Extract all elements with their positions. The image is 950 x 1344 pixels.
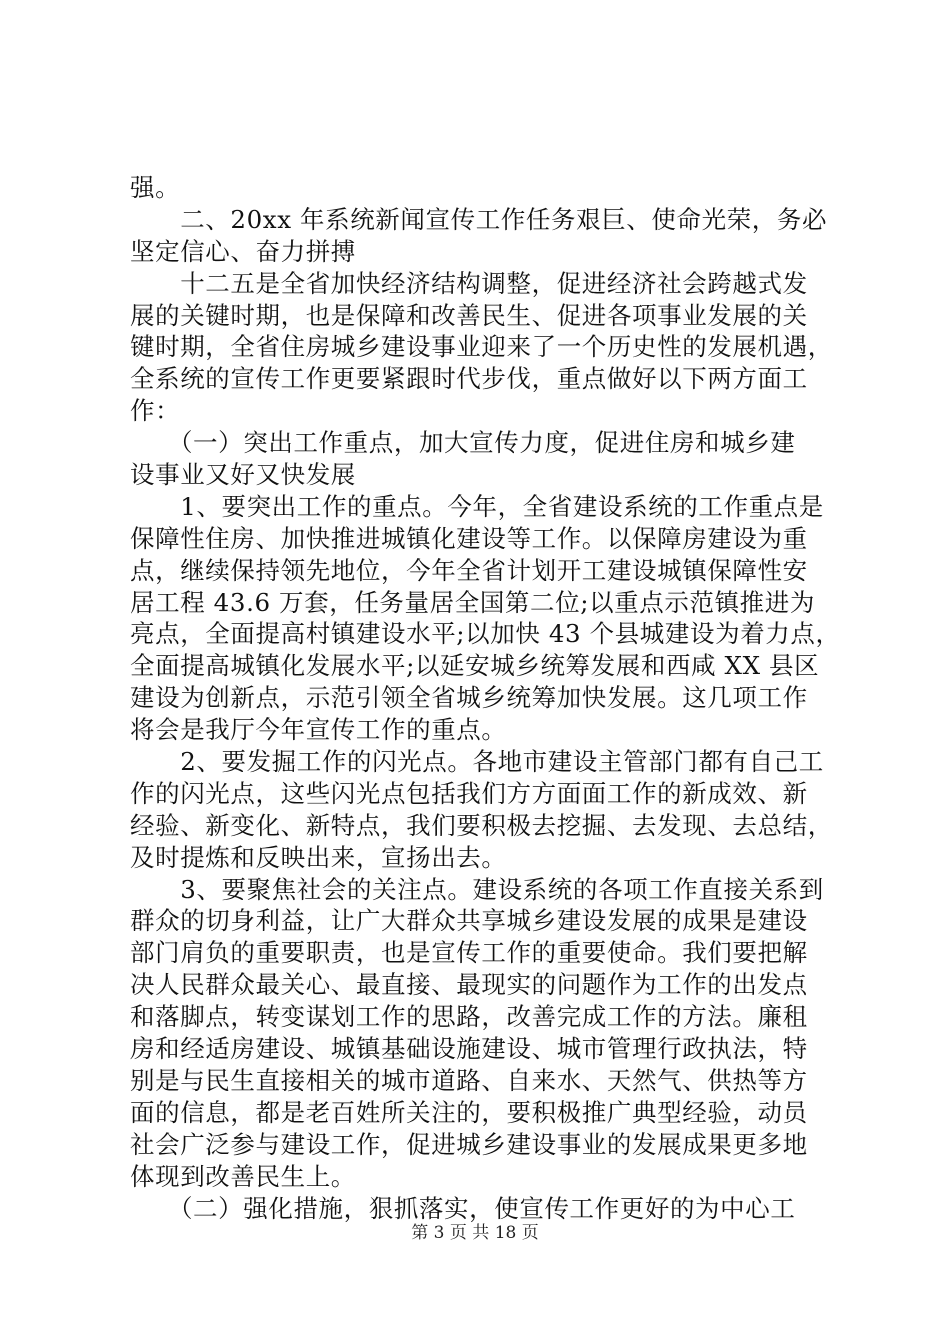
subsection-heading-1: （一）突出工作重点，加大宣传力度，促进住房和城乡建 — [130, 428, 796, 458]
page-footer: 第 3 页 共 18 页 — [411, 1223, 539, 1243]
subsection-heading-1-cont: 设事业又好又快发展 — [130, 460, 356, 490]
text-line: 保障性住房、加快推进城镇化建设等工作。以保障房建设为重 — [130, 523, 808, 553]
section-heading-2: 二、20xx 年系统新闻宣传工作任务艰巨、使命光荣，务必 — [130, 204, 828, 234]
text-line: 建设为创新点，示范引领全省城乡统筹加快发展。这几项工作 — [130, 683, 808, 713]
text-line: 经验、新变化、新特点，我们要积极去挖掘、去发现、去总结， — [130, 810, 833, 840]
text-line: 1、要突出工作的重点。今年，全省建设系统的工作重点是 — [130, 491, 824, 521]
text-line: 及时提炼和反映出来，宣扬出去。 — [130, 842, 507, 872]
text-line: 部门肩负的重要职责，也是宣传工作的重要使命。我们要把解 — [130, 938, 808, 968]
text-line: 决人民群众最关心、最直接、最现实的问题作为工作的出发点 — [130, 970, 808, 1000]
text-line: 亮点，全面提高村镇建设水平;以加快 43 个县城建设为着力点， — [130, 619, 841, 649]
text-line: 面的信息，都是老百姓所关注的，要积极推广典型经验，动员 — [130, 1097, 808, 1127]
text-line: 强。 — [130, 173, 181, 202]
text-line: 房和经适房建设、城镇基础设施建设、城市管理行政执法，特 — [130, 1034, 808, 1064]
text-line: 点，继续保持领先地位，今年全省计划开工建设城镇保障性安 — [130, 555, 808, 585]
text-line: 3、要聚焦社会的关注点。建设系统的各项工作直接关系到 — [130, 874, 824, 904]
text-line: 展的关键时期，也是保障和改善民生、促进各项事业发展的关 — [130, 300, 808, 330]
text-line: 别是与民生直接相关的城市道路、自来水、天然气、供热等方 — [130, 1065, 808, 1095]
section-heading-2-cont: 坚定信心、奋力拼搏 — [130, 236, 356, 266]
text-line: 全面提高城镇化发展水平;以延安城乡统筹发展和西咸 XX 县区 — [130, 651, 820, 681]
text-line: 居工程 43.6 万套，任务量居全国第二位;以重点示范镇推进为 — [130, 587, 815, 617]
text-line: 将会是我厅今年宣传工作的重点。 — [130, 715, 507, 745]
subsection-heading-2: （二）强化措施，狠抓落实，使宣传工作更好的为中心工 — [130, 1193, 796, 1223]
text-line: 社会广泛参与建设工作，促进城乡建设事业的发展成果更多地 — [130, 1129, 808, 1159]
text-line: 作： — [130, 396, 181, 426]
text-line: 群众的切身利益，让广大群众共享城乡建设发展的成果是建设 — [130, 906, 808, 936]
text-line: 全系统的宣传工作更要紧跟时代步伐，重点做好以下两方面工 — [130, 364, 808, 394]
text-line: 2、要发掘工作的闪光点。各地市建设主管部门都有自己工 — [130, 747, 824, 777]
body-text — [130, 172, 841, 1224]
text-line: 和落脚点，转变谋划工作的思路，改善完成工作的方法。廉租 — [130, 1002, 808, 1032]
text-line: 体现到改善民生上。 — [130, 1161, 356, 1191]
text-line: 作的闪光点，这些闪光点包括我们方方面面工作的新成效、新 — [130, 778, 808, 808]
text-line: 十二五是全省加快经济结构调整，促进经济社会跨越式发 — [130, 268, 808, 298]
text-line: 键时期，全省住房城乡建设事业迎来了一个历史性的发展机遇， — [130, 332, 833, 362]
